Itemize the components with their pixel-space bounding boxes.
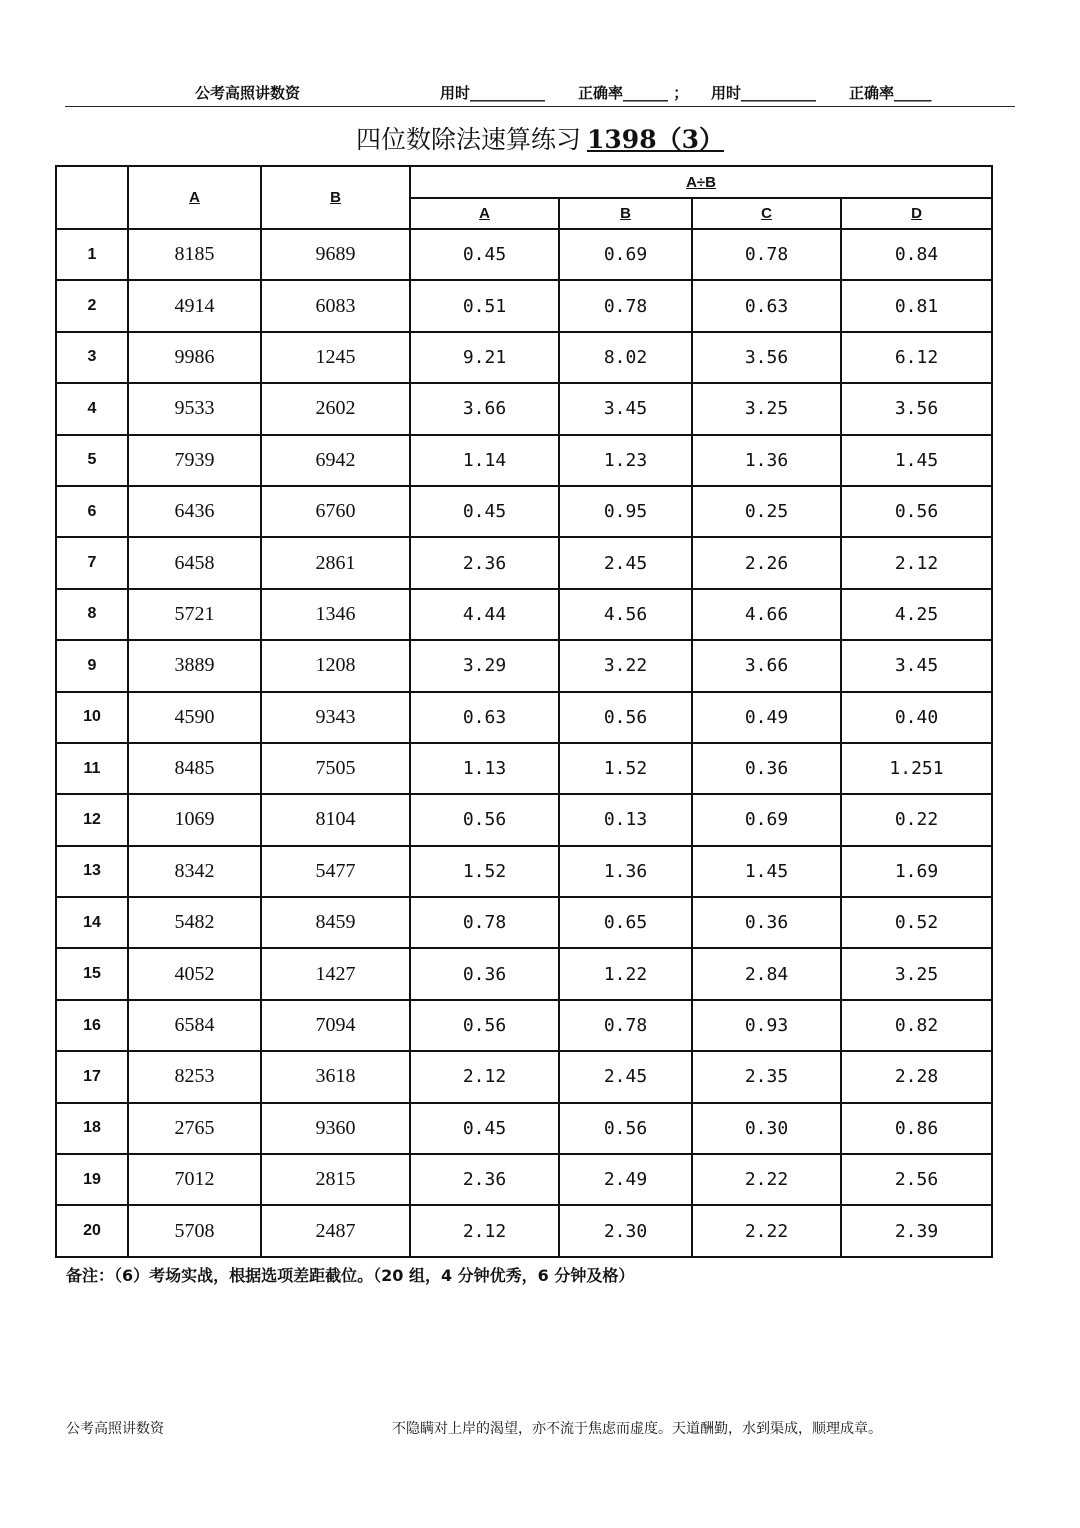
- option-a-cell: 0.45: [410, 486, 559, 537]
- row-index: 20: [56, 1205, 128, 1256]
- dividend-cell: 4590: [128, 692, 261, 743]
- option-d-cell: 0.82: [841, 1000, 992, 1051]
- option-a-cell: 0.78: [410, 897, 559, 948]
- dividend-cell: 6584: [128, 1000, 261, 1051]
- option-b-cell: 1.23: [559, 435, 692, 486]
- column-b-header: B: [261, 166, 410, 229]
- table-row: [56, 948, 992, 999]
- option-d-cell: 2.56: [841, 1154, 992, 1205]
- row-index: 2: [56, 280, 128, 331]
- dividend-cell: 9986: [128, 332, 261, 383]
- dividend-cell: 9533: [128, 383, 261, 434]
- option-d-cell: 0.22: [841, 794, 992, 845]
- page-header: [65, 78, 1015, 107]
- column-a-header: A: [128, 166, 261, 229]
- option-b-cell: 0.65: [559, 897, 692, 948]
- dividend-cell: 8342: [128, 846, 261, 897]
- header-accuracy-field-2: 正确率_____: [849, 84, 932, 102]
- option-b-cell: 0.78: [559, 1000, 692, 1051]
- table-row: [56, 1154, 992, 1205]
- table-row: [56, 589, 992, 640]
- header-time-field: 用时__________: [440, 84, 546, 102]
- divisor-cell: 1427: [261, 948, 410, 999]
- divisor-cell: 2487: [261, 1205, 410, 1256]
- table-row: [56, 692, 992, 743]
- option-b-cell: 1.52: [559, 743, 692, 794]
- divisor-cell: 8459: [261, 897, 410, 948]
- option-b-cell: 0.78: [559, 280, 692, 331]
- table-row: [56, 537, 992, 588]
- table-row: [56, 1051, 992, 1102]
- divisor-cell: 2602: [261, 383, 410, 434]
- option-c-cell: 0.30: [692, 1103, 841, 1154]
- option-a-cell: 0.45: [410, 1103, 559, 1154]
- header-brand: 公考高照讲数资: [195, 84, 301, 102]
- option-b-header: B: [559, 198, 692, 229]
- divisor-cell: 1245: [261, 332, 410, 383]
- option-d-cell: 1.251: [841, 743, 992, 794]
- divisor-cell: 3618: [261, 1051, 410, 1102]
- table-row: [56, 743, 992, 794]
- row-index: 4: [56, 383, 128, 434]
- row-index: 11: [56, 743, 128, 794]
- option-a-cell: 3.29: [410, 640, 559, 691]
- divisor-cell: 9689: [261, 229, 410, 280]
- option-c-header: C: [692, 198, 841, 229]
- option-b-cell: 8.02: [559, 332, 692, 383]
- option-d-cell: 0.40: [841, 692, 992, 743]
- row-index: 3: [56, 332, 128, 383]
- table-row: [56, 229, 992, 280]
- dividend-cell: 5482: [128, 897, 261, 948]
- option-d-cell: 1.69: [841, 846, 992, 897]
- option-a-cell: 4.44: [410, 589, 559, 640]
- divisor-cell: 9343: [261, 692, 410, 743]
- row-index: 5: [56, 435, 128, 486]
- option-a-cell: 0.63: [410, 692, 559, 743]
- option-c-cell: 0.49: [692, 692, 841, 743]
- divisor-cell: 2815: [261, 1154, 410, 1205]
- option-a-cell: 1.52: [410, 846, 559, 897]
- option-c-cell: 4.66: [692, 589, 841, 640]
- option-d-cell: 3.45: [841, 640, 992, 691]
- row-index: 12: [56, 794, 128, 845]
- option-b-cell: 2.45: [559, 1051, 692, 1102]
- divisor-cell: 9360: [261, 1103, 410, 1154]
- header-accuracy-field: 正确率______ ；: [578, 84, 689, 102]
- option-d-cell: 0.52: [841, 897, 992, 948]
- option-c-cell: 0.25: [692, 486, 841, 537]
- table-row: [56, 280, 992, 331]
- option-d-cell: 0.84: [841, 229, 992, 280]
- table-row: [56, 383, 992, 434]
- table-row: [56, 332, 992, 383]
- divisor-cell: 6942: [261, 435, 410, 486]
- option-c-cell: 1.36: [692, 435, 841, 486]
- dividend-cell: 7939: [128, 435, 261, 486]
- page-title: [0, 120, 1080, 156]
- option-d-cell: 2.12: [841, 537, 992, 588]
- divisor-cell: 8104: [261, 794, 410, 845]
- option-b-cell: 3.45: [559, 383, 692, 434]
- row-index: 13: [56, 846, 128, 897]
- option-a-cell: 1.14: [410, 435, 559, 486]
- option-a-header: A: [410, 198, 559, 229]
- row-index: 16: [56, 1000, 128, 1051]
- table-row: [56, 1205, 992, 1256]
- option-d-cell: 0.81: [841, 280, 992, 331]
- option-b-cell: 0.56: [559, 1103, 692, 1154]
- divisor-cell: 7094: [261, 1000, 410, 1051]
- option-c-cell: 2.22: [692, 1154, 841, 1205]
- option-c-cell: 0.78: [692, 229, 841, 280]
- table-row: [56, 640, 992, 691]
- option-c-cell: 0.93: [692, 1000, 841, 1051]
- dividend-cell: 6458: [128, 537, 261, 588]
- option-c-cell: 3.25: [692, 383, 841, 434]
- divisor-cell: 5477: [261, 846, 410, 897]
- dividend-cell: 2765: [128, 1103, 261, 1154]
- option-d-cell: 4.25: [841, 589, 992, 640]
- option-d-header: D: [841, 198, 992, 229]
- option-b-cell: 1.36: [559, 846, 692, 897]
- divisor-cell: 6760: [261, 486, 410, 537]
- divisor-cell: 1208: [261, 640, 410, 691]
- row-index: 6: [56, 486, 128, 537]
- option-c-cell: 0.36: [692, 897, 841, 948]
- practice-table: [55, 165, 993, 1258]
- option-b-cell: 0.56: [559, 692, 692, 743]
- dividend-cell: 8485: [128, 743, 261, 794]
- dividend-cell: 8185: [128, 229, 261, 280]
- title-number: 1398（3）: [587, 125, 724, 154]
- option-b-cell: 2.49: [559, 1154, 692, 1205]
- option-d-cell: 3.25: [841, 948, 992, 999]
- option-d-cell: 6.12: [841, 332, 992, 383]
- index-header: [56, 166, 128, 229]
- option-b-cell: 2.45: [559, 537, 692, 588]
- option-c-cell: 1.45: [692, 846, 841, 897]
- row-index: 7: [56, 537, 128, 588]
- row-index: 10: [56, 692, 128, 743]
- option-d-cell: 1.45: [841, 435, 992, 486]
- table-row: [56, 1103, 992, 1154]
- footer-motto: 不隐瞒对上岸的渴望，亦不流于焦虑而虚度。天道酬勤，水到渠成，顺理成章。: [392, 1421, 882, 1437]
- row-index: 15: [56, 948, 128, 999]
- dividend-cell: 6436: [128, 486, 261, 537]
- option-d-cell: 2.28: [841, 1051, 992, 1102]
- table-row: [56, 846, 992, 897]
- option-a-cell: 0.56: [410, 1000, 559, 1051]
- dividend-cell: 5708: [128, 1205, 261, 1256]
- option-b-cell: 4.56: [559, 589, 692, 640]
- footer-brand: 公考高照讲数资: [66, 1421, 164, 1437]
- table-body: [56, 229, 992, 1257]
- option-a-cell: 2.36: [410, 537, 559, 588]
- option-c-cell: 2.35: [692, 1051, 841, 1102]
- table-row: [56, 897, 992, 948]
- option-c-cell: 2.22: [692, 1205, 841, 1256]
- row-index: 17: [56, 1051, 128, 1102]
- title-text: 四位数除法速算练习: [356, 125, 582, 154]
- row-index: 14: [56, 897, 128, 948]
- row-index: 9: [56, 640, 128, 691]
- dividend-cell: 5721: [128, 589, 261, 640]
- table-row: [56, 1000, 992, 1051]
- table-row: [56, 794, 992, 845]
- option-b-cell: 3.22: [559, 640, 692, 691]
- dividend-cell: 8253: [128, 1051, 261, 1102]
- row-index: 18: [56, 1103, 128, 1154]
- option-c-cell: 0.69: [692, 794, 841, 845]
- option-a-cell: 1.13: [410, 743, 559, 794]
- option-c-cell: 3.56: [692, 332, 841, 383]
- row-index: 19: [56, 1154, 128, 1205]
- divisor-cell: 6083: [261, 280, 410, 331]
- option-a-cell: 0.36: [410, 948, 559, 999]
- option-b-cell: 2.30: [559, 1205, 692, 1256]
- dividend-cell: 7012: [128, 1154, 261, 1205]
- option-a-cell: 2.36: [410, 1154, 559, 1205]
- option-a-cell: 2.12: [410, 1205, 559, 1256]
- option-b-cell: 1.22: [559, 948, 692, 999]
- divisor-cell: 7505: [261, 743, 410, 794]
- option-d-cell: 0.86: [841, 1103, 992, 1154]
- option-a-cell: 0.45: [410, 229, 559, 280]
- row-index: 8: [56, 589, 128, 640]
- quotient-group-header: A÷B: [410, 166, 992, 198]
- table-row: [56, 486, 992, 537]
- option-a-cell: 2.12: [410, 1051, 559, 1102]
- dividend-cell: 1069: [128, 794, 261, 845]
- option-d-cell: 3.56: [841, 383, 992, 434]
- option-c-cell: 3.66: [692, 640, 841, 691]
- header-time-field-2: 用时__________: [711, 84, 817, 102]
- option-a-cell: 9.21: [410, 332, 559, 383]
- dividend-cell: 4914: [128, 280, 261, 331]
- option-c-cell: 0.63: [692, 280, 841, 331]
- dividend-cell: 4052: [128, 948, 261, 999]
- dividend-cell: 3889: [128, 640, 261, 691]
- note: 备注：（6）考场实战，根据选项差距截位。（20 组，4 分钟优秀，6 分钟及格）: [66, 1266, 635, 1285]
- option-a-cell: 0.51: [410, 280, 559, 331]
- divisor-cell: 1346: [261, 589, 410, 640]
- option-c-cell: 2.26: [692, 537, 841, 588]
- option-b-cell: 0.69: [559, 229, 692, 280]
- option-c-cell: 2.84: [692, 948, 841, 999]
- option-a-cell: 3.66: [410, 383, 559, 434]
- option-b-cell: 0.95: [559, 486, 692, 537]
- option-d-cell: 0.56: [841, 486, 992, 537]
- row-index: 1: [56, 229, 128, 280]
- table-row: [56, 435, 992, 486]
- option-a-cell: 0.56: [410, 794, 559, 845]
- option-b-cell: 0.13: [559, 794, 692, 845]
- divisor-cell: 2861: [261, 537, 410, 588]
- option-c-cell: 0.36: [692, 743, 841, 794]
- option-d-cell: 2.39: [841, 1205, 992, 1256]
